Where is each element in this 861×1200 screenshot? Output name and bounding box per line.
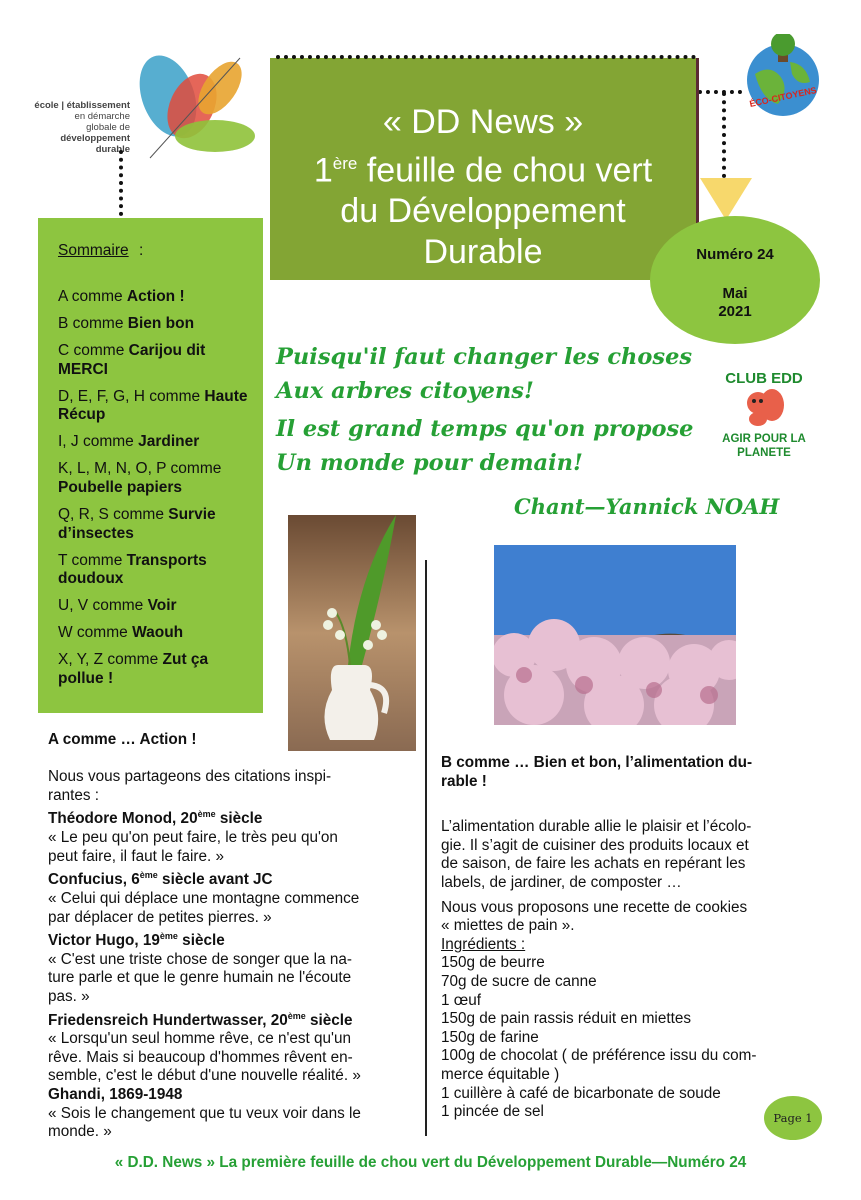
quote-text: « Sois le changement que tu veux voir dans le [48,1104,361,1122]
club-title: CLUB EDD [725,370,803,387]
ingredient-item: 1 cuillère à café de bicarbonate de soude [441,1084,721,1102]
toc-item: A comme Action ! [58,288,185,305]
toc-item: C comme Carijou dit MERCI [58,342,206,378]
toc-heading-colon: : [139,242,144,259]
article-a [48,731,420,1142]
squirrel-mascot-icon [742,387,786,427]
ingredient-item: 100g de chocolat ( de préférence issu du com- [441,1047,757,1065]
ingredient-item: 70g de sucre de canne [441,972,597,990]
page-footer: « D.D. News » La première feuille de chou vert du Développement Durable—Numéro 24 [114,1154,747,1171]
song-lyric-line: Puisqu'il faut changer les choses [276,344,693,370]
article-text: de saison, de faire les achats en repérant les [441,855,746,873]
quote-text: peut faire, il faut le faire. » [48,847,225,865]
arrow-down-icon [700,178,752,220]
quote-text: « Lorsqu'un seul homme rêve, ce n'est qu'un [48,1030,351,1048]
toc-item: B comme Bien bon [58,315,195,333]
toc-item: U, V comme Voir [58,597,177,615]
issue-number: Numéro 24 [696,246,774,263]
issue-number-badge [650,216,820,344]
lily-of-the-valley-photo [288,515,416,751]
toc-list [58,288,258,697]
quote-author: Théodore Monod, 20ème siècle [48,809,263,828]
quote-text: « Celui qui déplace une montagne commence [48,889,360,907]
club-slogan: PLANETE [737,447,791,459]
table-of-contents [38,218,263,713]
ingredients-label: Ingrédients : [441,935,526,953]
article-b [441,754,813,1122]
page-number-badge: Page 1 [764,1096,822,1140]
logo-line: en démarche [74,111,130,122]
leaf-logo-icon [130,38,270,168]
article-title: B comme … Bien et bon, l’alimentation du- [441,754,753,771]
article-text: labels, de jardiner, de composter … [441,873,682,891]
logo-line: développement [60,133,130,144]
quote-text: rêve. Mais si beaucoup d'hommes rêvent en- [48,1048,353,1066]
article-text: « miettes de pain ». [441,917,575,935]
quote-text: ture parle et que le genre humain ne l'écoute [48,969,352,987]
toc-item: X, Y, Z comme Zut ça pollue ! [58,651,209,687]
dotted-connector [722,92,726,178]
song-credit: Chant—Yannick NOAH [514,494,780,519]
blossom-tree-photo [494,545,736,725]
article-text: Nous vous partageons des citations inspi- [48,768,332,786]
article-title: A comme … Action ! [48,731,197,748]
issue-month: Mai [722,285,748,302]
masthead-line: du Développement [340,192,626,231]
school-logo [30,38,270,168]
dotted-connector [119,150,123,216]
ingredient-item: merce équitable ) [441,1065,560,1083]
masthead-line: Durable [423,233,543,272]
column-divider [425,560,427,1136]
quote-author: Friedensreich Hundertwasser, 20ème siècle [48,1010,353,1029]
quote-text: par déplacer de petites pierres. » [48,908,272,926]
toc-item: T comme Transports doudoux [58,551,207,588]
song-lyric-line: Aux arbres citoyens! [276,378,534,404]
song-lyric-line: Un monde pour demain! [276,450,583,476]
quote-text: semble, c'est le début d'une nouvelle réalité. » [48,1067,361,1085]
article-text: gie. Il s’agit de cuisiner des produits locaux et [441,836,749,854]
ingredient-item: 1 œuf [441,991,481,1009]
toc-item: K, L, M, N, O, P comme Poubelle papiers [58,460,222,496]
quote-text: pas. » [48,988,90,1005]
eco-citoyens-logo [740,34,826,120]
logo-line: durable [95,144,130,155]
quote-author: Confucius, 6ème siècle avant JC [48,870,273,889]
dotted-top-border [276,55,696,59]
article-text: Nous vous proposons une recette de cookies [441,898,748,916]
article-text: L’alimentation durable allie le plaisir et l’écolo- [441,818,752,836]
article-title: rable ! [441,772,487,790]
toc-item: W comme Waouh [58,624,184,642]
ingredient-item: 1 pincée de sel [441,1103,544,1121]
issue-year: 2021 [718,303,752,320]
eco-logo-text: ÉCO-CITOYENS [748,85,818,109]
masthead-title: « DD News » [382,103,584,141]
song-lyric-line: Il est grand temps qu'on propose [276,416,694,442]
masthead-line: 1ère feuille de chou vert [313,151,653,190]
quote-author: Ghandi, 1869-1948 [48,1086,183,1104]
club-slogan: AGIR POUR LA [722,433,806,445]
toc-heading: Sommaire [58,242,129,259]
logo-line: école | établissement [34,100,130,111]
ingredient-item: 150g de farine [441,1028,539,1046]
logo-line: globale de [86,122,130,133]
article-text: rantes : [48,786,100,804]
quote-text: monde. » [48,1123,112,1141]
quote-author: Victor Hugo, 19ème siècle [48,931,225,950]
ingredient-item: 150g de pain rassis réduit en miettes [441,1010,691,1028]
toc-item: I, J comme Jardiner [58,433,200,451]
ingredient-item: 150g de beurre [441,954,545,972]
quote-text: « Le peu qu'on peut faire, le très peu qu'on [48,829,338,847]
toc-item: D, E, F, G, H comme Haute Récup [58,387,248,424]
toc-item: Q, R, S comme Survie d’insectes [58,506,216,542]
masthead-banner [270,58,699,280]
club-edd-logo [712,370,816,470]
quote-text: « C'est une triste chose de songer que la na- [48,950,352,968]
